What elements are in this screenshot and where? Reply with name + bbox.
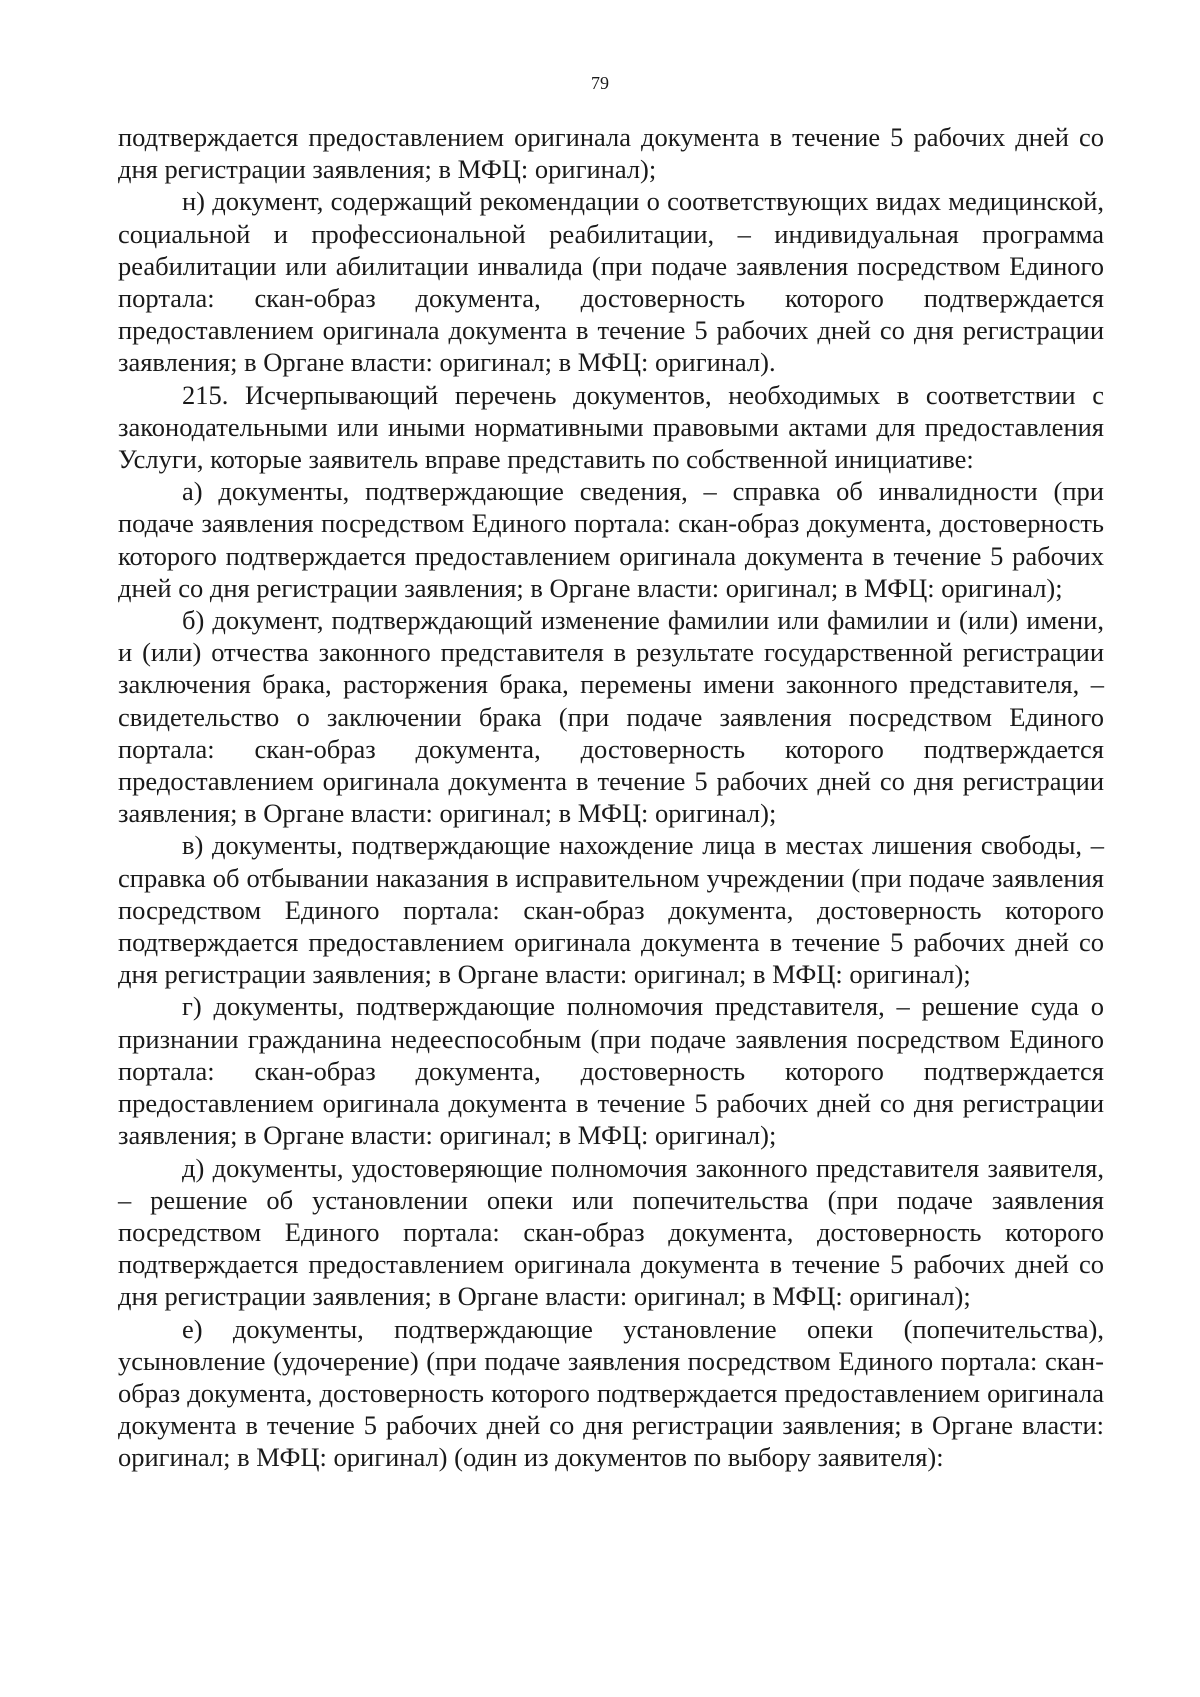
paragraph-item-v: в) документы, подтверждающие нахождение лица в местах лишения свободы, – справка об отбывании наказания в исправительном учреждении (при подаче заявления посредством Единого портала: скан-образ документа, достоверность которого подтверждается предоставлением оригинала документа в течение 5 рабочих дней со дня регистрации заявления; в Органе власти: оригинал; в МФЦ: оригинал); [118, 830, 1104, 990]
paragraph-item-g: г) документы, подтверждающие полномочия представителя, – решение суда о признании гражданина недееспособным (при подаче заявления посредством Единого портала: скан-образ документа, достоверность которого подтверждается предоставлением оригинала документа в течение 5 рабочих дней со дня регистрации заявления; в Органе власти: оригинал; в МФЦ: оригинал); [118, 991, 1104, 1151]
document-body [118, 121, 1104, 1474]
paragraph-clause-215: 215. Исчерпывающий перечень документов, необходимых в соответствии с законодательными или иными нормативными правовыми актами для предоставления Услуги, которые заявитель вправе представить по собственной инициативе: [118, 379, 1104, 475]
paragraph-item-a: а) документы, подтверждающие сведения, – справка об инвалидности (при подаче заявления посредством Единого портала: скан-образ документа, достоверность которого подтверждается предоставлением оригинала документа в течение 5 рабочих дней со дня регистрации заявления; в Органе власти: оригинал; в МФЦ: оригинал); [118, 476, 1104, 603]
paragraph-item-d: д) документы, удостоверяющие полномочия законного представителя заявителя, – решение об установлении опеки или попечительства (при подаче заявления посредством Единого портала: скан-образ документа, достоверность которого подтверждается предоставлением оригинала документа в течение 5 рабочих дней со дня регистрации заявления; в Органе власти: оригинал; в МФЦ: оригинал); [118, 1152, 1104, 1312]
paragraph-item-b: б) документ, подтверждающий изменение фамилии или фамилии и (или) имени, и (или) отчества законного представителя в результате государственной регистрации заключения брака, расторжения брака, перемены имени законного представителя, – свидетельство о заключении брака (при подаче заявления посредством Единого портала: скан-образ документа, достоверность которого подтверждается предоставлением оригинала документа в течение 5 рабочих дней со дня регистрации заявления; в Органе власти: оригинал; в МФЦ: оригинал); [118, 605, 1104, 829]
paragraph-item-e: е) документы, подтверждающие установление опеки (попечительства), усыновление (удочерение) (при подаче заявления посредством Единого портала: скан-образ документа, достоверность которого подтверждается предоставлением оригинала документа в течение 5 рабочих дней со дня регистрации заявления; в Органе власти: оригинал; в МФЦ: оригинал) (один из документов по выбору заявителя): [118, 1313, 1104, 1473]
paragraph-item-n: н) документ, содержащий рекомендации о соответствующих видах медицинской, социальной и профессиональной реабилитации, – индивидуальная программа реабилитации или абилитации инвалида (при подаче заявления посредством Единого портала: скан-образ документа, достоверность которого подтверждается предоставлением оригинала документа в течение 5 рабочих дней со дня регистрации заявления; в Органе власти: оригинал; в МФЦ: оригинал). [118, 186, 1104, 378]
paragraph-continuation: подтверждается предоставлением оригинала документа в течение 5 рабочих дней со дня регистрации заявления; в МФЦ: оригинал); [118, 122, 1104, 185]
page-number: 79 [591, 73, 609, 93]
